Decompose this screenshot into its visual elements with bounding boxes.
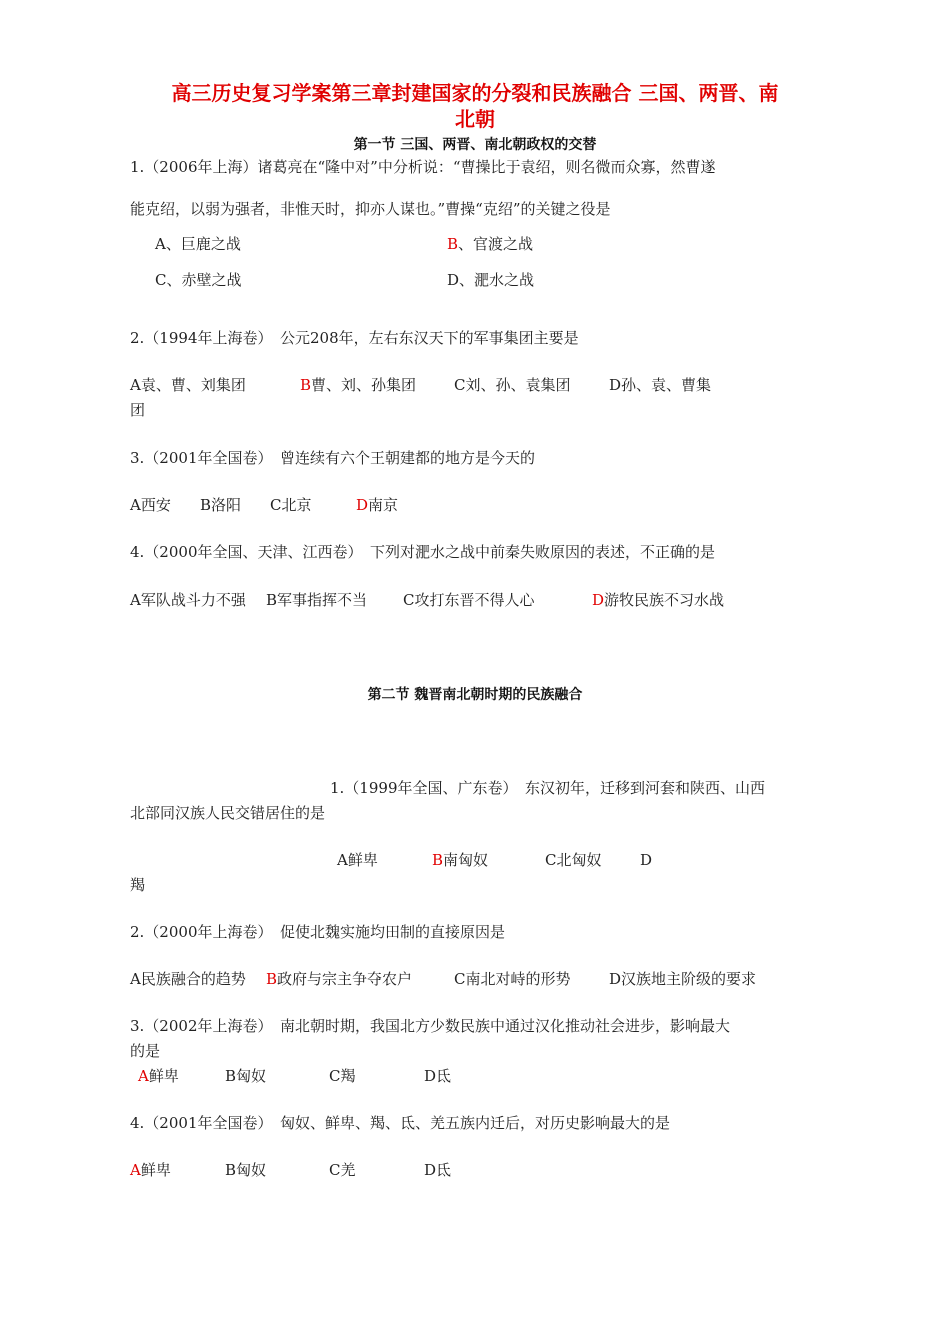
section-2-heading: 第二节 魏晋南北朝时期的民族融合: [367, 687, 583, 703]
s2-q3-stem-line-1: 3.（2002年上海卷） 南北朝时期，我国北方少数民族中通过汉化推动社会进步，影响最大: [130, 1017, 730, 1035]
option-text: 鲜卑: [148, 1067, 179, 1085]
s2-q1-option-d-wrap: 羯: [130, 876, 146, 894]
s1-q4-option-c: C攻打东晋不得人心: [403, 591, 535, 609]
s2-q2-option-c: C南北对峙的形势: [454, 970, 571, 988]
s2-q2-option-b: [266, 969, 412, 989]
s1-q1-option-c: C、赤壁之战: [155, 271, 242, 289]
s1-q4-option-b: B军事指挥不当: [266, 591, 368, 609]
s1-q4-option-a: A军队战斗力不强: [130, 591, 246, 609]
s1-q3-option-d: [356, 495, 398, 515]
answer-letter: B: [447, 235, 459, 253]
answer-letter: B: [266, 970, 278, 988]
s1-q4-option-d: [592, 590, 724, 610]
s2-q1-option-c: C北匈奴: [545, 851, 602, 869]
document-title-line-2: 北朝: [455, 107, 495, 131]
s1-q1-stem-line-1: 1.（2006年上海）诸葛亮在“隆中对”中分析说：“曹操比于袁绍，则名微而众寡，然曹遂: [130, 158, 716, 176]
s1-q2-option-b: [300, 375, 416, 395]
option-text: 、官渡之战: [458, 235, 534, 253]
answer-letter: A: [138, 1067, 149, 1085]
s2-q1-option-a: A鲜卑: [337, 851, 378, 869]
s2-q4-option-a: [130, 1160, 171, 1180]
s2-q2-stem: 2.（2000年上海卷） 促使北魏实施均田制的直接原因是: [130, 923, 505, 941]
s1-q1-option-b: [447, 234, 533, 254]
answer-letter: B: [300, 376, 312, 394]
s1-q3-option-c: C北京: [270, 496, 312, 514]
s1-q2-option-a: A袁、曹、刘集团: [130, 376, 246, 394]
s1-q2-option-c: C刘、孙、袁集团: [454, 376, 571, 394]
answer-letter: B: [432, 851, 444, 869]
s1-q1-option-d: D、淝水之战: [447, 271, 535, 289]
s2-q1-stem-line-1: 1.（1999年全国、广东卷） 东汉初年，迁移到河套和陕西、山西: [330, 779, 765, 797]
s1-q2-option-d: D孙、袁、曹集: [609, 376, 712, 394]
option-text: 曹、刘、孙集团: [311, 376, 417, 394]
s1-q3-option-b: B洛阳: [200, 496, 242, 514]
s2-q3-option-b: B匈奴: [225, 1067, 267, 1085]
document-title-line-1: 高三历史复习学案第三章封建国家的分裂和民族融合 三国、两晋、南: [171, 81, 779, 105]
s2-q2-option-a: A民族融合的趋势: [130, 970, 246, 988]
s1-q1-stem-line-2: 能克绍，以弱为强者，非惟天时，抑亦人谋也。”曹操“克绍”的关键之役是: [130, 200, 611, 218]
s2-q4-option-d: D氐: [424, 1161, 452, 1179]
s2-q1-option-b: [432, 850, 488, 870]
s2-q4-option-b: B匈奴: [225, 1161, 267, 1179]
answer-letter: A: [130, 1161, 141, 1179]
option-text: 南京: [368, 496, 399, 514]
s1-q3-option-a: A西安: [130, 496, 171, 514]
option-text: 南匈奴: [443, 851, 489, 869]
s2-q2-option-d: D汉族地主阶级的要求: [609, 970, 757, 988]
s2-q1-option-d: D: [640, 851, 653, 869]
s1-q1-option-a: A、巨鹿之战: [155, 235, 241, 253]
option-text: 政府与宗主争夺农户: [277, 970, 413, 988]
section-1-heading: 第一节 三国、两晋、南北朝政权的交替: [353, 137, 597, 153]
s1-q3-stem: 3.（2001年全国卷） 曾连续有六个王朝建都的地方是今天的: [130, 449, 535, 467]
s2-q3-option-a: [138, 1066, 179, 1086]
document-title: [120, 80, 830, 132]
option-text: 游牧民族不习水战: [604, 591, 725, 609]
answer-letter: D: [356, 496, 369, 514]
option-text: 鲜卑: [140, 1161, 171, 1179]
answer-letter: D: [592, 591, 605, 609]
s2-q3-option-d: D氐: [424, 1067, 452, 1085]
s2-q3-stem-line-2: 的是: [130, 1042, 161, 1060]
s2-q3-option-c: C羯: [329, 1067, 356, 1085]
s2-q4-option-c: C羌: [329, 1161, 356, 1179]
s2-q1-stem-line-2: 北部同汉族人民交错居住的是: [130, 804, 326, 822]
s1-q4-stem: 4.（2000年全国、天津、江西卷） 下列对淝水之战中前秦失败原因的表述，不正确的是: [130, 543, 715, 561]
s2-q4-stem: 4.（2001年全国卷） 匈奴、鲜卑、羯、氐、羌五族内迁后，对历史影响最大的是: [130, 1114, 670, 1132]
s1-q2-stem: 2.（1994年上海卷） 公元208年，左右东汉天下的军事集团主要是: [130, 329, 579, 347]
s1-q2-option-d-wrap: 团: [130, 401, 146, 419]
